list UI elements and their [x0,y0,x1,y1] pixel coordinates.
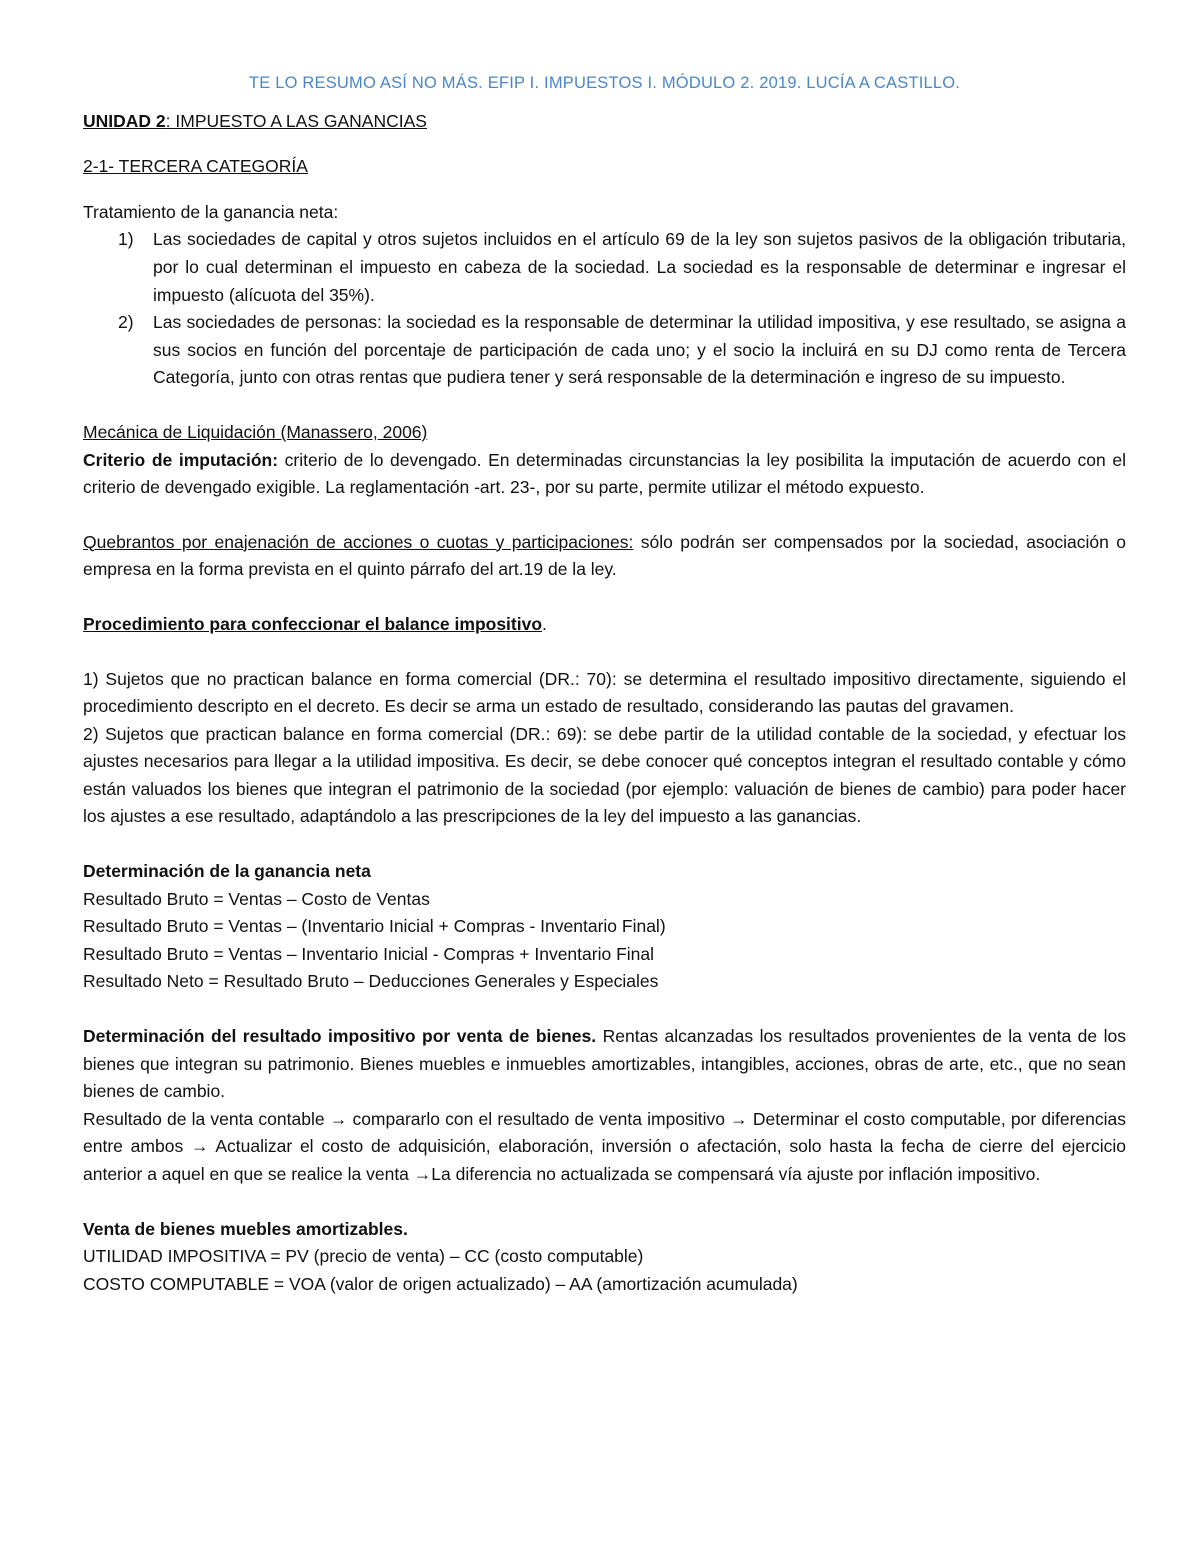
muebles-heading: Venta de bienes muebles amortizables. [83,1218,408,1239]
formula-line: Resultado Bruto = Ventas – Inventario Inicial - Compras + Inventario Final [83,943,654,964]
tratamiento-list [83,226,1126,392]
formula-line: UTILIDAD IMPOSITIVA = PV (precio de venta) – CC (costo computable) [83,1246,644,1267]
list-item: 2) Las sociedades de personas: la sociedad es la responsable de determinar la utilidad impositiva, y ese resultado, se asigna a sus socios en función del porcentaje de participación de cada uno; y el socio la incluirá en su DJ como renta de Tercera Categoría, junto con otras rentas que pudiera tener y será responsable de la determinación e ingreso de su impuesto. [118,312,1126,388]
unit-label: UNIDAD 2 [83,110,166,131]
section-title: 2-1- TERCERA CATEGORÍA [83,156,308,177]
unit-title [83,108,1126,136]
determinacion-heading: Determinación de la ganancia neta [83,861,371,882]
procedimiento-heading: Procedimiento para confeccionar el balance impositivo. [83,613,547,634]
mecanica-heading: Mecánica de Liquidación (Manassero, 2006) [83,421,428,442]
venta-bienes-heading: Determinación del resultado impositivo por venta de bienes. [83,1026,597,1047]
venta-bienes-flow: Resultado de la venta contable → compararlo con el resultado de venta impositivo → Determinar el costo computable, por diferencias entre ambos → Actualizar el costo de adquisición, elaboración, inversión o afectación, solo hasta la fecha de cierre del ejercicio anterior a aquel en que se realice la venta →La diferencia no actualizada se compensará vía ajuste por inflación impositivo. [83,1108,1126,1184]
unit-name: : IMPUESTO A LAS GANANCIAS [165,110,427,131]
criterio-paragraph: Criterio de imputación: criterio de lo devengado. En determinadas circunstancias la ley posibilita la imputación de acuerdo con el criterio de devengado exigible. La reglamentación -art. 23-, por su parte, permite utilizar el método expuesto. [83,449,1126,498]
criterio-label: Criterio de imputación: [83,449,279,470]
quebrantos-label: Quebrantos por enajenación de acciones o cuotas y participaciones: [83,531,634,552]
procedimiento-p2: 2) Sujetos que practican balance en forma comercial (DR.: 69): se debe partir de la utilidad contable de la sociedad, y efectuar los ajustes necesarios para llegar a la utilidad impositiva. Es decir, se debe conocer qué conceptos integran el resultado contable y cómo están valuados los bienes que integran el patrimonio de la sociedad (por ejemplo: valuación de bienes de cambio) para poder hacer los ajustes a ese resultado, adaptándolo a las prescripciones de la ley del impuesto a las ganancias. [83,723,1126,827]
tratamiento-intro: Tratamiento de la ganancia neta: [83,201,339,222]
formula-line: Resultado Bruto = Ventas – (Inventario Inicial + Compras - Inventario Final) [83,916,666,937]
venta-bienes-paragraph: Determinación del resultado impositivo por venta de bienes. Rentas alcanzadas los resultados provenientes de la venta de los bienes que integran su patrimonio. Bienes muebles e inmuebles amortizables, intangibles, acciones, obras de arte, etc., que no sean bienes de cambio. [83,1026,1126,1102]
formula-line: COSTO COMPUTABLE = VOA (valor de origen actualizado) – AA (amortización acumulada) [83,1273,798,1294]
formula-line: Resultado Bruto = Ventas – Costo de Ventas [83,888,430,909]
quebrantos-paragraph: Quebrantos por enajenación de acciones o cuotas y participaciones: sólo podrán ser compensados por la sociedad, asociación o empresa en la forma prevista en el quinto párrafo del art.19 de la ley. [83,531,1126,580]
document-page [83,70,1126,1298]
list-item: 1) Las sociedades de capital y otros sujetos incluidos en el artículo 69 de la ley son sujetos pasivos de la obligación tributaria, por lo cual determinan el impuesto en cabeza de la sociedad. La sociedad es la responsable de determinar e ingresar el impuesto (alícuota del 35%). [118,229,1126,305]
formula-line: Resultado Neto = Resultado Bruto – Deducciones Generales y Especiales [83,971,659,992]
procedimiento-p1: 1) Sujetos que no practican balance en forma comercial (DR.: 70): se determina el resultado impositivo directamente, siguiendo el procedimiento descripto en el decreto. Es decir se arma un estado de resultado, considerando las pautas del gravamen. [83,668,1126,717]
page-header: TE LO RESUMO ASÍ NO MÁS. EFIP I. IMPUESTOS I. MÓDULO 2. 2019. LUCÍA A CASTILLO. [248,74,961,92]
